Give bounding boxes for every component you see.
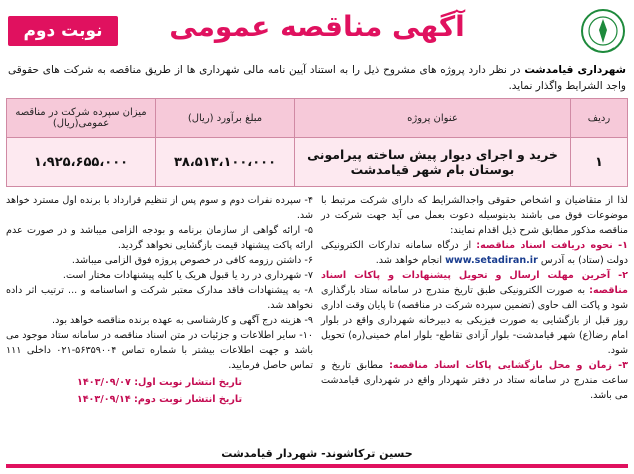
term-1-text-a: از درگاه سامانه تدارکات الکترونیکی دولت (ستاد) به آدرس	[321, 240, 628, 266]
term-2-heading: ۲- آخرین مهلت ارسال و تحویل پیشنهادات و پاکات اسناد مناقصه:	[321, 270, 628, 296]
table-row	[7, 138, 628, 187]
terms-columns	[6, 193, 628, 407]
intro-paragraph	[6, 62, 628, 94]
term-9: ۹- هزینه درج آگهی و کارشناسی به عهده برنده مناقصه خواهد بود.	[52, 315, 313, 326]
signature: حسین ترکاشوند- شهردار قیامدشت	[221, 447, 413, 460]
col-header-index: ردیف	[571, 99, 628, 138]
cell-deposit: ۱،۹۲۵،۶۵۵،۰۰۰	[7, 138, 156, 187]
term-4: ۴- سپرده نفرات دوم و سوم پس از تنظیم قرارداد با برنده اول مسترد خواهد شد.	[6, 195, 313, 221]
term-6: ۶- داشتن رزومه کافی در خصوص پروژه فوق الزامی میباشد.	[71, 255, 313, 266]
cell-estimate: ۳۸،۵۱۳،۱۰۰،۰۰۰	[156, 138, 295, 187]
intro-text: در نظر دارد پروژه های مشروح ذیل را به استناد آیین نامه مالی شهرداری ها از طریق مناقصه به شرکت های حقوقی واجد الشرایط واگذار نماید.	[8, 64, 626, 92]
org-name: شهرداری قیامدشت	[524, 64, 626, 76]
col-header-deposit: میزان سپرده شرکت در مناقصه عمومی(ریال)	[7, 99, 156, 138]
term-3-heading: ۳- زمان و محل بازگشایی پاکات اسناد مناقصه:	[389, 360, 628, 371]
cell-index: ۱	[571, 138, 628, 187]
term-10: ۱۰- سایر اطلاعات و جزئیات در متن اسناد مناقصه در سامانه ستاد موجود می باشد و جهت اطلاعات بیشتر با شماره تماس ۵۶۳۵۹۰۰۴-۰۲۱ داخلی ۱۱۱ تماس حاصل فرمایید.	[6, 330, 313, 371]
first-publication-date: تاریخ انتشار نوبت اول: ۱۴۰۳/۰۹/۰۷	[77, 377, 242, 388]
notice-header	[6, 4, 628, 62]
term-1-text-b: انجام خواهد شد.	[375, 255, 446, 266]
term-3-text: مطابق تاریخ و ساعت مندرج در سامانه ستاد در دفتر شهردار واقع در شهرداری قیامدشت می باشد.	[321, 360, 628, 401]
bottom-divider	[6, 464, 628, 468]
term-2-text: به صورت الکترونیکی طبق تاریخ مندرج در سامانه ستاد بارگذاری شود و پاکت الف حاوی (تضمین سپرده شرکت در مناقصه) تا پایان وقت اداری روز قبل از بازگشایی به صورت فیزیکی به دبیرخانه شهرداری واقع در بلوار امام رضا(ع) شهر قیامدشت- بلوار آزادی تقاطع- بلوار امام خمینی(ره) تحویل شود.	[321, 285, 628, 356]
term-7: ۷- شهرداری در رد یا قبول هریک یا کلیه پیشنهادات مختار است.	[62, 270, 313, 281]
terms-right-column	[321, 193, 628, 407]
round-badge: نوبت دوم	[8, 16, 118, 46]
term-8: ۸- به پیشنهادات فاقد مدارک معتبر شرکت و اساسنامه و ... ترتیب اثر داده نخواهد شد.	[6, 285, 313, 311]
term-2	[321, 268, 628, 358]
term-1-heading: ۱- نحوه دریافت اسناد مناقصه:	[476, 240, 628, 251]
term-3	[321, 358, 628, 403]
table-header-row	[7, 99, 628, 138]
terms-left-column	[6, 193, 313, 407]
second-publication-date: تاریخ انتشار نوبت دوم: ۱۴۰۳/۰۹/۱۴	[76, 394, 243, 405]
col-header-estimate: مبلغ برآورد (ریال)	[156, 99, 295, 138]
projects-table	[6, 98, 628, 187]
cell-title: خرید و اجرای دیوار پیش ساخته پیرامونی بوستان بام شهر قیامدشت	[295, 138, 571, 187]
notice-title: آگهی مناقصه عمومی	[169, 10, 465, 43]
term-5: ۵- ارائه گواهی از سازمان برنامه و بودجه الزامی میباشد و در صورت عدم ارائه پاکت پیشنهاد قیمت بازگشایی نخواهد گردید.	[6, 225, 313, 251]
setad-link[interactable]: www.setadiran.ir	[445, 255, 538, 266]
invitation-text: لذا از متقاضیان و اشخاص حقوقی واجدالشرایط که دارای شرکت مرتبط با موضوعات فوق می باشند بدینوسیله دعوت بعمل می آید جهت شرکت در مناقصه مذکور مطابق شرح ذیل اقدام نمایند:	[321, 195, 628, 236]
col-header-title: عنوان پروژه	[295, 99, 571, 138]
term-1	[321, 238, 628, 268]
